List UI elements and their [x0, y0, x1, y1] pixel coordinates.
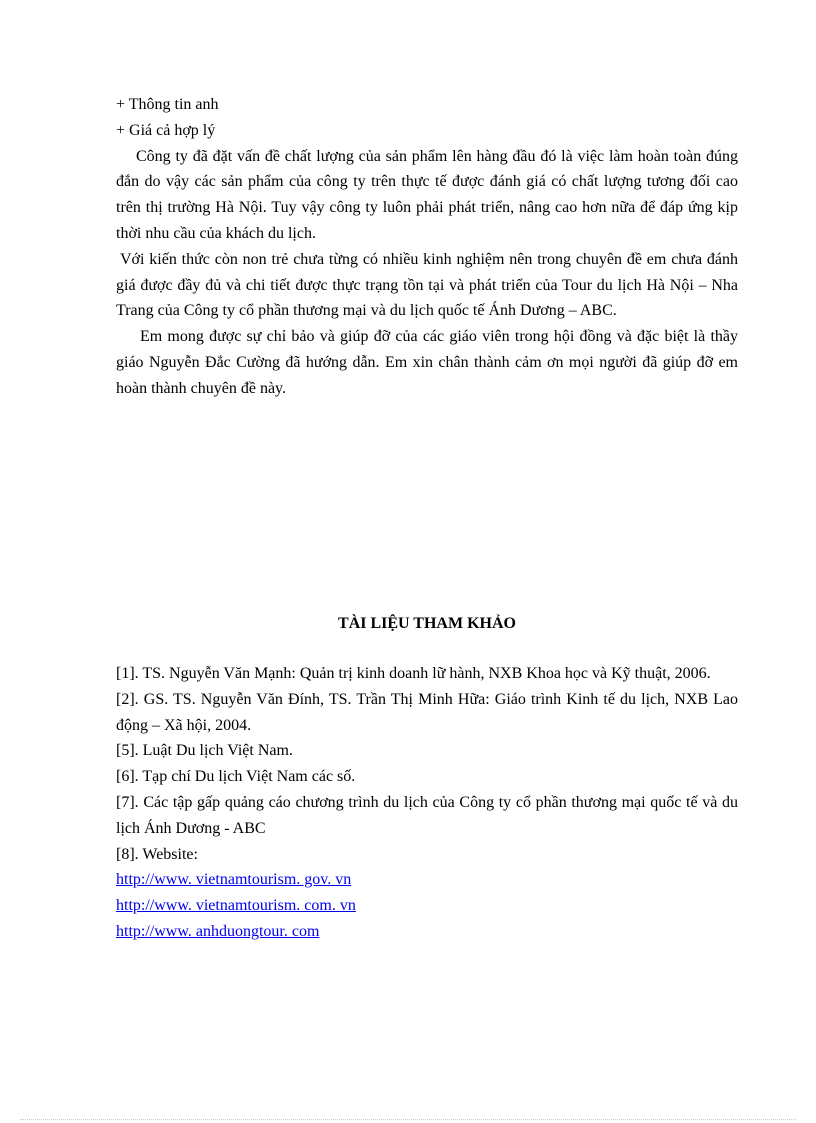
page-bottom-divider [20, 1119, 796, 1120]
references-heading: TÀI LIỆU THAM KHẢO [338, 615, 516, 632]
paragraph: Với kiến thức còn non trẻ chưa từng có nhiều kinh nghiệm nên trong chuyên đề em chưa đánh giá được đầy đủ và chi tiết được thực trạng tồn tại và phát triển của Tour du lịch Hà Nội – Nha Trang của Công ty cổ phần thương mại và du lịch quốc tế Ánh Dương – ABC. [116, 250, 738, 320]
reference-item: [8]. Website: [116, 845, 198, 863]
bullet-item: + Giá cả hợp lý [116, 121, 216, 139]
reference-item: [5]. Luật Du lịch Việt Nam. [116, 742, 293, 760]
body-text [116, 92, 738, 402]
website-link[interactable]: http://www. vietnamtourism. com. vn [116, 897, 356, 915]
reference-item: [6]. Tạp chí Du lịch Việt Nam các số. [116, 768, 356, 786]
website-link[interactable]: http://www. vietnamtourism. gov. vn [116, 871, 352, 889]
paragraph: Công ty đã đặt vấn đề chất lượng của sản phẩm lên hàng đầu đó là việc làm hoàn toàn đúng đắn do vậy các sản phẩm của công ty trên thực tế được đánh giá có chất lượng tương đối cao trên thị trường Hà Nội. Tuy vậy công ty luôn phải phát triển, nâng cao hơn nữa để đáp ứng kịp thời nhu cầu của khách du lịch. [116, 147, 738, 242]
paragraph: Em mong được sự chỉ bảo và giúp đỡ của các giáo viên trong hội đồng và đặc biệt là thầy giáo Nguyễn Đắc Cường đã hướng dẫn. Em xin chân thành cảm ơn mọi người đã giúp đỡ em hoàn thành chuyên đề này. [116, 328, 738, 397]
reference-item: [1]. TS. Nguyễn Văn Mạnh: Quản trị kinh doanh lữ hành, NXB Khoa học và Kỹ thuật, 2006. [116, 665, 711, 682]
bullet-item: + Thông tin anh [116, 96, 219, 113]
website-link[interactable]: http://www. anhduongtour. com [116, 922, 320, 940]
reference-item: [7]. Các tập gấp quảng cáo chương trình du lịch của Công ty cổ phần thương mại quốc tế và du lịch Ánh Dương - ABC [116, 793, 738, 837]
references-list [116, 661, 738, 945]
reference-item: [2]. GS. TS. Nguyễn Văn Đính, TS. Trần Thị Minh Hữa: Giáo trình Kinh tế du lịch, NXB Lao động – Xã hội, 2004. [116, 690, 738, 734]
